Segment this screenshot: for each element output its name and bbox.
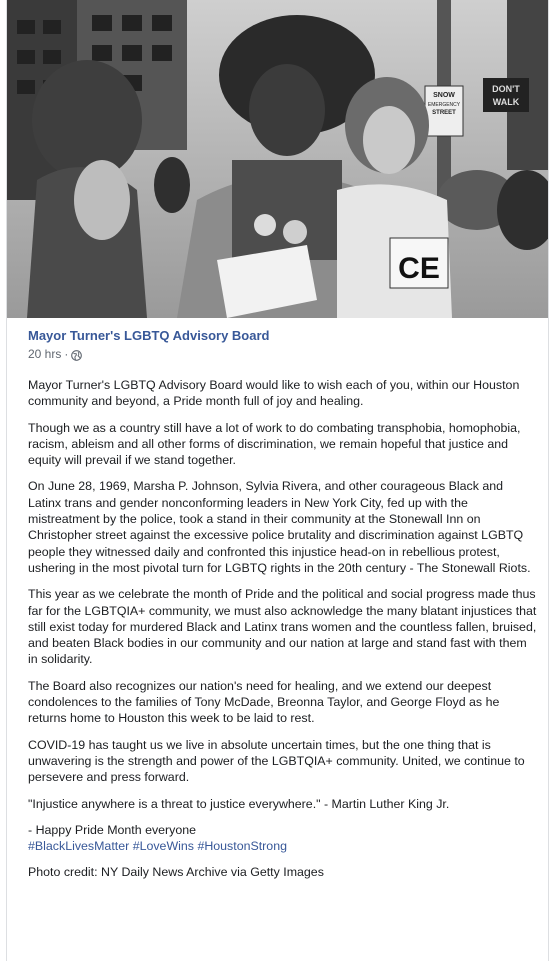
photo-credit: Photo credit: NY Daily News Archive via Getty Images	[28, 865, 324, 880]
post-body	[28, 377, 538, 891]
post-paragraph: COVID-19 has taught us we live in absolute uncertain times, but the one thing that is unwavering is the strength and power of the LGBTQIA+ community. United, we continue to persevere and press forward.	[28, 737, 525, 785]
post-paragraph: This year as we celebrate the month of Pride and the political and social progress made thus far for the LGBTQIA+ community, we must also acknowledge the many blatant injustices that still exist today for murdered Black and Latinx trans women and the countless fallen, bruised, and beaten Black bodies in our community and our nation at large and stand fast with them in solidarity.	[28, 587, 537, 667]
post-paragraph: Mayor Turner's LGBTQ Advisory Board would like to wish each of you, within our Houston community and beyond, a Pride month full of joy and healing.	[28, 378, 520, 409]
post-meta	[28, 346, 269, 362]
sign-street-text: STREET	[432, 110, 456, 116]
post-paragraph: Though we as a country still have a lot of work to do combating transphobia, homophobia, racism, ableism and all other forms of discrimination, we remain hopeful that justice and equity will prevail if we stand together.	[28, 420, 521, 468]
post-card	[6, 0, 549, 961]
post-paragraph: The Board also recognizes our nation's need for healing, and we extend our deepest condolences to the families of Tony McDade, Breonna Taylor, and George Floyd as he returns home to Houston this week to be laid to rest.	[28, 678, 500, 726]
globe-icon[interactable]	[71, 349, 82, 360]
post-author-name[interactable]: Mayor Turner's LGBTQ Advisory Board	[28, 328, 270, 343]
post-photo[interactable]	[7, 0, 548, 318]
closing-text: - Happy Pride Month everyone	[28, 822, 197, 837]
hashtag-link[interactable]: #LoveWins	[132, 839, 194, 854]
sign-snow-text: SNOW	[433, 92, 455, 99]
post-paragraph: On June 28, 1969, Marsha P. Johnson, Sylvia Rivera, and other courageous Black and Latinx trans and gender nonconforming leaders in New York City, fed up with the mistreatment by the police, took a stand in their community at the Stonewall Inn on Christopher street against the excessive police brutality and discrimination against LGBTQ people they witnessed daily and confronted this injustice head-on in rebellious protest, ushering in the most pivotal turn for LGBTQ rights in the 20th century - The Stonewall Riots.	[28, 479, 531, 575]
shirt-text: CE	[398, 252, 440, 285]
photo-illustration	[7, 0, 548, 318]
hashtag-link[interactable]: #BlackLivesMatter	[28, 839, 130, 854]
post-quote: "Injustice anywhere is a threat to justice everywhere." - Martin Luther King Jr.	[28, 796, 450, 811]
sign-emergency-text: EMERGENCY	[427, 102, 461, 108]
meta-separator: ·	[64, 347, 69, 361]
post-header	[28, 328, 269, 362]
post-closing	[28, 822, 538, 855]
sign-walk-text: WALK	[492, 97, 520, 107]
hashtag-link[interactable]: #HoustonStrong	[197, 839, 287, 854]
sign-dont-text: DON'T	[492, 84, 520, 94]
post-timestamp[interactable]: 20 hrs	[28, 347, 62, 361]
